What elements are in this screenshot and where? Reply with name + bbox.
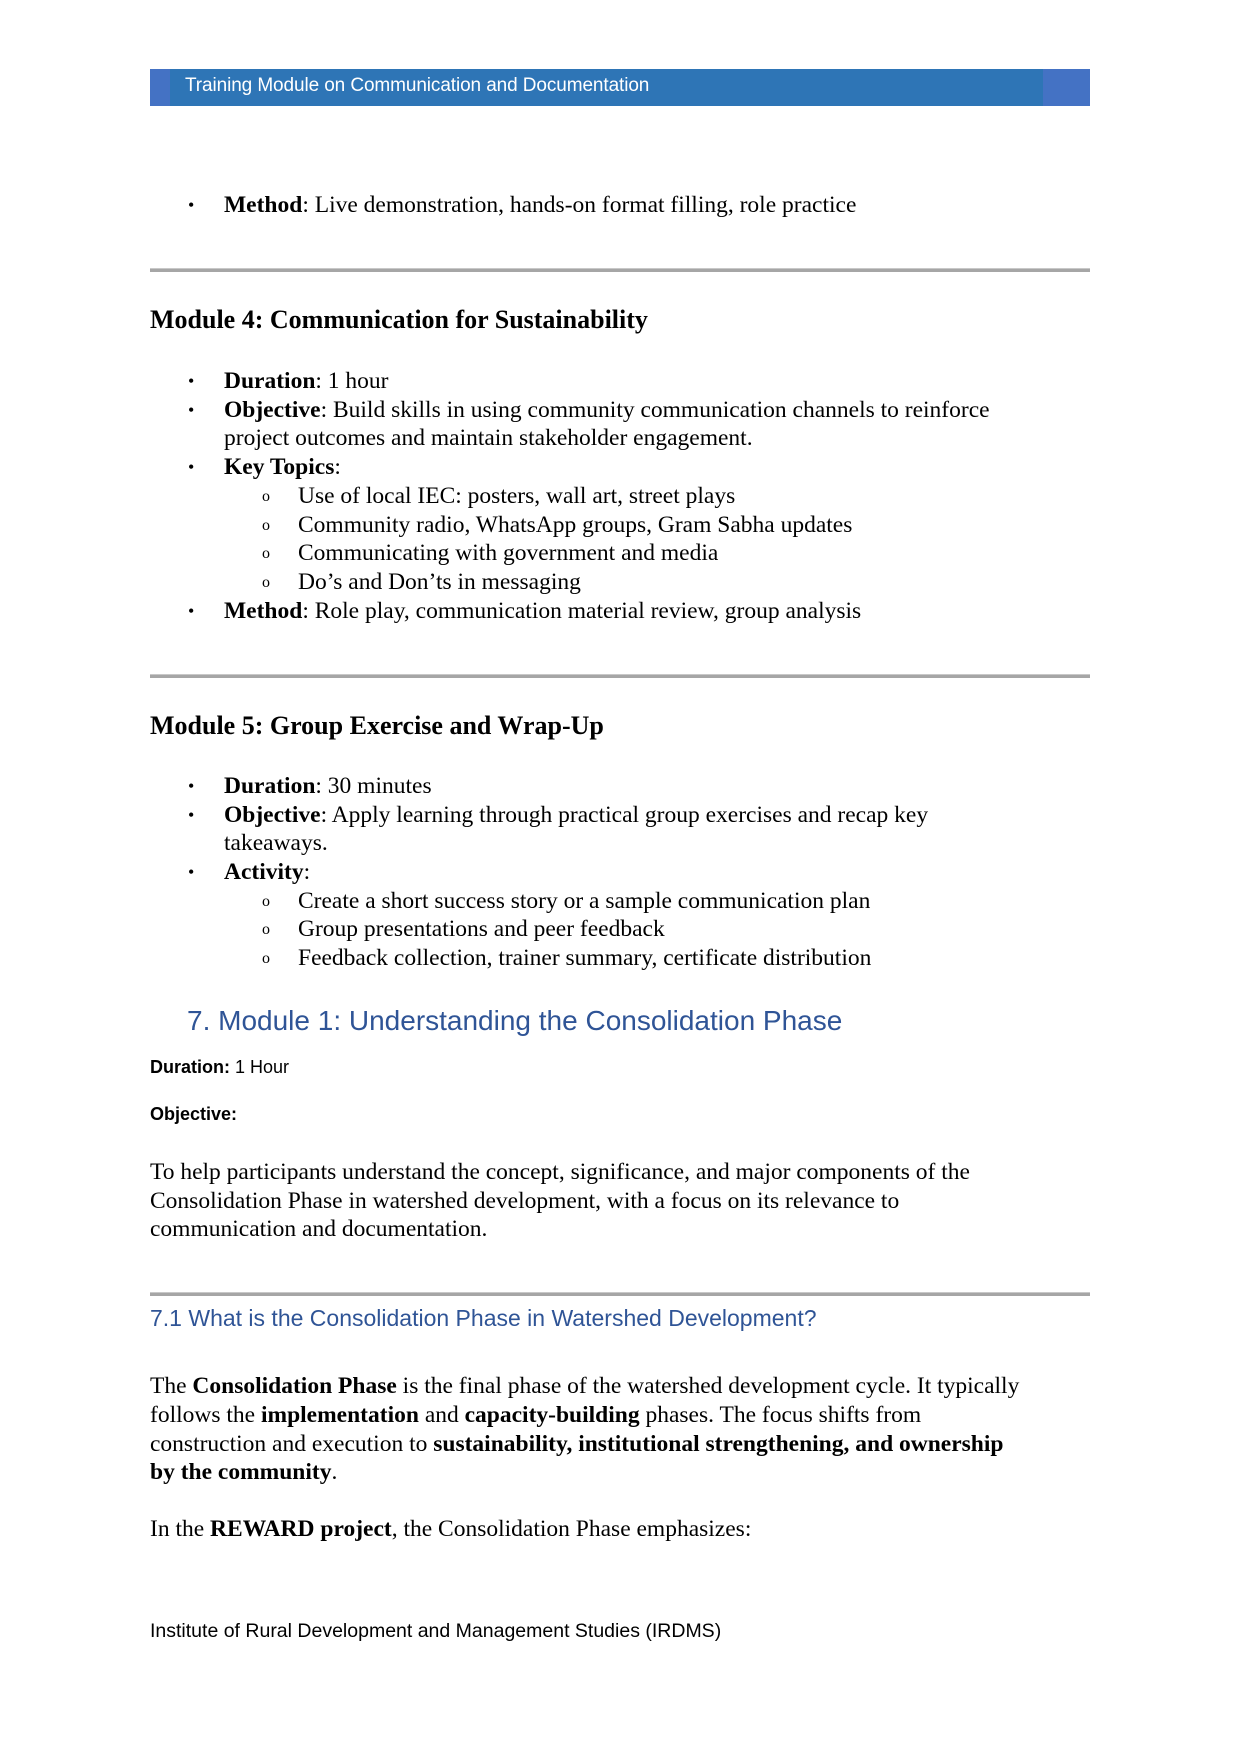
section-7-heading: 7. Module 1: Understanding the Consolidation Phase [187, 1005, 843, 1036]
item-text: : Build skills in using community communication channels to reinforce [320, 397, 990, 423]
hollow-bullet-icon: o [262, 517, 270, 534]
paragraph-line: follows the implementation and capacity-building phases. The focus shifts from [150, 1402, 922, 1428]
header-right-accent [1043, 69, 1090, 106]
bullet-icon: • [188, 601, 195, 621]
bullet-icon: • [188, 457, 195, 477]
item-label: Method [224, 192, 303, 218]
item-text: takeaways. [224, 830, 328, 856]
duration-label: Duration: [150, 1057, 230, 1077]
module-5-title: Module 5: Group Exercise and Wrap-Up [150, 711, 604, 740]
item-text: : 30 minutes [315, 773, 432, 799]
horizontal-rule [150, 674, 1090, 678]
bullet-icon: • [188, 371, 195, 391]
item-label: Duration [224, 773, 316, 799]
section-7-objective-label: Objective: [150, 1104, 238, 1124]
header-left-accent [150, 69, 170, 106]
bullet-icon: • [188, 805, 195, 825]
horizontal-rule [150, 268, 1090, 272]
sub-item-text: Group presentations and peer feedback [298, 916, 665, 942]
item-text: : Apply learning through practical group exercises and recap key [320, 802, 929, 828]
bullet-icon: • [188, 776, 195, 796]
objective-paragraph-line: To help participants understand the concept, significance, and major components of the [150, 1159, 970, 1185]
item-label: Method [224, 598, 303, 624]
item-label: Key Topics [224, 454, 335, 480]
hollow-bullet-icon: o [262, 950, 270, 967]
sub-item-text: Do’s and Don’ts in messaging [298, 569, 581, 595]
item-label: Objective [224, 397, 321, 423]
document-page: Training Module on Communication and Documentation • Method: Live demonstration, hands-on format filling, role practice Module 4: Communication for Sustainability • Duration: 1 hour • Objective: Build skills in using community communication channels to reinforce project outcomes and maintain stakeholder engagement. • Key Topics: o Use of local IEC: posters, wall art, street plays o Community radio, WhatsApp groups, Gram Sabha updates o Communicating with government and media o Do’s and Don’ts in messaging • Method: Role play, communication material review, group analysis Module 5: Group Exercise and Wrap-Up • Duration: 30 minutes • Objective: Apply learning through practical group exercises and recap key takeaways. • Activity: o Create a short success story or a sample communication plan o Group presentations and peer feedback o Feedback collection, trainer summary, certificate distribution 7. Module 1: Understanding the Consolidation Phase Duration: 1 Hour Objective: To help participants understand the concept, significance, and major components of the Consolidation Phase in watershed development, with a focus on its relevance to communication and documentation. 7.1 What is the Consolidation Phase in Watershed Development? The Consolidation Phase is the final phase of the watershed development cycle. It typically follows the implementation and capacity-building phases. The focus shifts from construction and execution to sustainability, institutional strengthening, and ownership by the community. In the REWARD project, the Consolidation Phase emphasizes: Institute of Rural Development and Management Studies (IRDMS) [0, 0, 1241, 1755]
sub-item-text: Feedback collection, trainer summary, certificate distribution [298, 945, 872, 971]
paragraph-line: by the community. [150, 1459, 338, 1485]
paragraph-line: The Consolidation Phase is the final phase of the watershed development cycle. It typically [150, 1373, 1020, 1399]
sub-item-text: Create a short success story or a sample communication plan [298, 888, 871, 914]
running-header-bar [150, 69, 1090, 106]
module-4-title: Module 4: Communication for Sustainability [150, 305, 648, 334]
hollow-bullet-icon: o [262, 574, 270, 591]
hollow-bullet-icon: o [262, 488, 270, 505]
horizontal-rule [150, 1292, 1090, 1296]
item-text: : 1 hour [315, 368, 389, 394]
sub-item-text: Communicating with government and media [298, 540, 719, 566]
running-header-title: Training Module on Communication and Documentation [185, 75, 650, 96]
paragraph-line: construction and execution to sustainability, institutional strengthening, and ownership [150, 1431, 1004, 1457]
paragraph-line: In the REWARD project, the Consolidation Phase emphasizes: [150, 1516, 752, 1542]
section-7-1-heading: 7.1 What is the Consolidation Phase in Watershed Development? [150, 1305, 817, 1331]
section-7-duration [150, 1057, 289, 1078]
item-text: project outcomes and maintain stakeholder engagement. [224, 425, 753, 451]
item-label: Activity [224, 859, 304, 885]
objective-paragraph-line: Consolidation Phase in watershed development, with a focus on its relevance to [150, 1188, 900, 1214]
bullet-icon: • [188, 400, 195, 420]
sub-item-text: Use of local IEC: posters, wall art, street plays [298, 483, 736, 509]
item-text: : Role play, communication material review, group analysis [302, 598, 862, 624]
bullet-icon: • [188, 195, 195, 215]
hollow-bullet-icon: o [262, 545, 270, 562]
duration-value: 1 Hour [230, 1057, 290, 1077]
item-label: Duration [224, 368, 316, 394]
page-footer: Institute of Rural Development and Management Studies (IRDMS) [150, 1620, 722, 1642]
sub-item-text: Community radio, WhatsApp groups, Gram Sabha updates [298, 512, 853, 538]
bullet-icon: • [188, 862, 195, 882]
hollow-bullet-icon: o [262, 893, 270, 910]
item-text: : Live demonstration, hands-on format filling, role practice [302, 192, 857, 218]
hollow-bullet-icon: o [262, 921, 270, 938]
objective-paragraph-line: communication and documentation. [150, 1216, 488, 1242]
item-label: Objective [224, 802, 321, 828]
